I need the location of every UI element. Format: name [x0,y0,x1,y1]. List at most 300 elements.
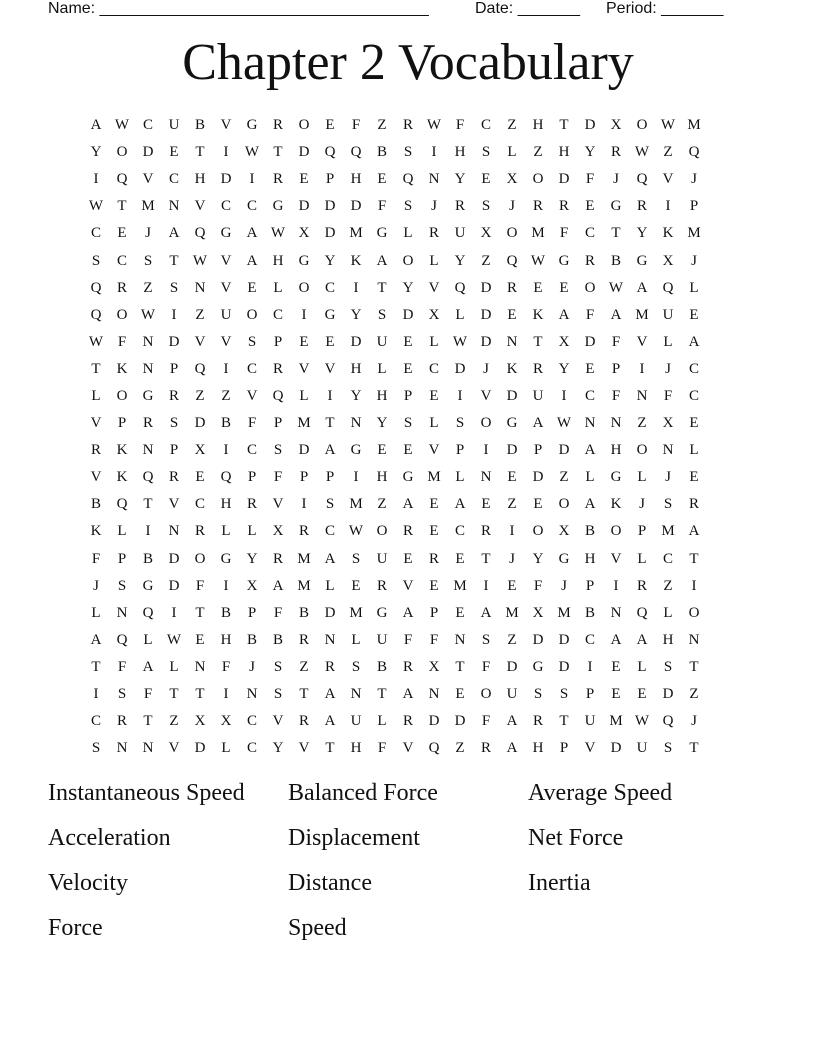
grid-letter: O [246,306,258,323]
grid-letter: R [454,198,465,215]
grid-letter: B [584,604,595,621]
grid-letter: A [688,333,700,350]
grid-letter: D [324,604,336,621]
grid-letter: O [376,523,388,540]
grid-letter: R [402,117,413,134]
grid-letter: L [247,523,257,540]
grid-letter: H [350,740,362,757]
grid-letter: P [403,387,413,404]
grid-letter: V [662,171,674,188]
grid-letter: D [662,686,674,703]
grid-letter: R [272,360,283,377]
grid-letter: R [402,658,413,675]
grid-letter: V [142,171,154,188]
grid-letter: R [480,740,491,757]
grid-letter: Y [246,550,258,567]
grid-letter: X [428,306,440,323]
grid-letter: C [584,387,595,404]
grid-letter: B [194,117,205,134]
grid-letter: I [223,577,229,594]
grid-letter: T [143,713,153,730]
date-field-label: Date: _______ [475,0,580,17]
grid-letter: Z [637,415,647,432]
grid-letter: S [481,631,491,648]
grid-letter: S [117,686,127,703]
grid-letter: B [90,496,101,513]
grid-letter: T [143,496,153,513]
grid-letter: Y [272,740,284,757]
grid-letter: X [220,713,232,730]
grid-letter: D [480,279,492,296]
grid-row [83,220,733,247]
grid-row [83,410,733,437]
grid-letter: J [145,225,151,242]
grid-letter: E [455,550,465,567]
grid-letter: L [455,306,465,323]
grid-row [83,275,733,302]
grid-letter: X [662,415,674,432]
grid-letter: P [169,442,179,459]
grid-letter: X [428,658,440,675]
grid-letter: R [402,523,413,540]
grid-letter: P [585,577,595,594]
grid-letter: V [610,550,622,567]
grid-letter: D [168,333,180,350]
grid-letter: D [454,713,466,730]
grid-letter: B [376,144,387,161]
grid-letter: N [454,631,466,648]
grid-letter: N [350,686,362,703]
grid-letter: Y [350,306,362,323]
grid-letter: L [585,469,595,486]
grid-letter: G [610,469,622,486]
grid-letter: Q [116,496,128,513]
grid-letter: X [662,252,674,269]
grid-letter: E [611,686,621,703]
grid-letter: L [637,550,647,567]
grid-letter: Z [221,387,231,404]
grid-letter: E [455,604,465,621]
grid-letter: O [480,415,492,432]
grid-letter: P [273,333,283,350]
grid-letter: T [91,360,101,377]
grid-letter: G [506,415,518,432]
grid-letter: E [351,577,361,594]
grid-letter: S [91,252,101,269]
name-field-label: Name: _____________________________________ [48,0,429,17]
grid-row [83,193,733,220]
grid-letter: Q [506,252,518,269]
grid-letter: E [325,117,335,134]
grid-letter: H [350,171,362,188]
grid-letter: H [272,252,284,269]
grid-letter: I [353,279,359,296]
grid-letter: D [142,144,154,161]
grid-letter: R [298,713,309,730]
grid-letter: I [145,523,151,540]
grid-letter: P [429,604,439,621]
grid-letter: U [350,713,362,730]
grid-letter: Z [299,658,309,675]
word-search-grid [83,112,733,762]
grid-letter: J [249,658,255,675]
grid-letter: H [220,496,232,513]
grid-letter: V [168,740,180,757]
grid-letter: L [377,713,387,730]
grid-letter: B [246,631,257,648]
grid-letter: V [428,442,440,459]
grid-letter: C [428,360,439,377]
grid-letter: E [585,198,595,215]
grid-letter: F [247,415,257,432]
grid-letter: X [194,442,206,459]
grid-letter: C [688,387,699,404]
grid-letter: U [168,117,180,134]
grid-letter: Y [558,360,570,377]
grid-letter: U [662,306,674,323]
grid-letter: O [298,279,310,296]
grid-letter: E [429,523,439,540]
grid-letter: P [585,686,595,703]
grid-letter: N [246,686,258,703]
grid-letter: M [349,496,363,513]
grid-letter: C [142,117,153,134]
grid-letter: Z [455,740,465,757]
grid-letter: D [506,442,518,459]
grid-letter: D [324,225,336,242]
grid-letter: B [272,631,283,648]
grid-letter: E [507,577,517,594]
grid-letter: A [90,631,102,648]
grid-letter: E [429,577,439,594]
grid-row [83,247,733,274]
grid-letter: Z [195,387,205,404]
grid-letter: N [506,333,518,350]
grid-letter: I [639,360,645,377]
grid-letter: N [428,686,440,703]
grid-letter: R [532,360,543,377]
grid-letter: J [93,577,99,594]
grid-letter: K [350,252,362,269]
grid-letter: T [377,279,387,296]
grid-letter: C [220,198,231,215]
grid-letter: F [273,604,283,621]
grid-letter: F [273,469,283,486]
grid-letter: C [246,713,257,730]
grid-letter: E [689,415,699,432]
grid-letter: U [220,306,232,323]
grid-letter: E [403,442,413,459]
grid-letter: J [431,198,437,215]
grid-letter: U [532,387,544,404]
grid-letter: H [532,740,544,757]
grid-letter: R [636,577,647,594]
grid-letter: S [663,740,673,757]
page-title: Chapter 2 Vocabulary [182,34,634,91]
grid-letter: F [143,686,153,703]
grid-letter: S [403,415,413,432]
grid-letter: J [509,550,515,567]
grid-letter: A [558,306,570,323]
grid-letter: L [351,631,361,648]
grid-letter: X [246,577,258,594]
grid-letter: O [402,252,414,269]
grid-letter: P [689,198,699,215]
grid-letter: S [663,496,673,513]
grid-letter: P [117,550,127,567]
grid-letter: R [636,198,647,215]
grid-letter: H [610,442,622,459]
grid-letter: D [428,713,440,730]
grid-letter: D [194,415,206,432]
grid-letter: S [351,550,361,567]
grid-letter: C [168,171,179,188]
grid-letter: W [556,415,572,432]
grid-letter: A [90,117,102,134]
grid-letter: A [168,225,180,242]
grid-letter: A [610,306,622,323]
grid-letter: P [611,360,621,377]
grid-letter: H [584,550,596,567]
grid-letter: S [403,144,413,161]
grid-letter: E [689,306,699,323]
grid-letter: B [220,604,231,621]
grid-letter: F [611,387,621,404]
grid-letter: V [194,198,206,215]
grid-letter: K [116,469,128,486]
grid-letter: F [117,658,127,675]
grid-letter: K [116,442,128,459]
grid-letter: V [402,740,414,757]
grid-letter: C [584,225,595,242]
grid-letter: T [195,144,205,161]
grid-letter: H [376,469,388,486]
word-bank-item: Net Force [528,825,624,851]
grid-letter: D [506,387,518,404]
grid-letter: N [142,740,154,757]
grid-letter: R [558,198,569,215]
grid-letter: F [559,225,569,242]
grid-letter: S [169,279,179,296]
grid-letter: C [688,360,699,377]
grid-letter: I [483,577,489,594]
grid-letter: D [220,171,232,188]
grid-letter: T [377,686,387,703]
grid-letter: E [117,225,127,242]
grid-letter: Y [454,171,466,188]
grid-letter: N [142,333,154,350]
word-bank-item: Balanced Force [288,780,438,806]
grid-letter: R [168,387,179,404]
grid-letter: W [88,198,104,215]
grid-letter: D [194,740,206,757]
grid-letter: N [480,469,492,486]
word-bank-item: Acceleration [48,825,171,851]
grid-letter: L [689,279,699,296]
grid-letter: E [429,387,439,404]
grid-letter: R [246,496,257,513]
grid-letter: O [636,442,648,459]
grid-letter: D [454,360,466,377]
grid-letter: V [246,387,258,404]
grid-letter: Y [532,550,544,567]
grid-letter: X [272,523,284,540]
grid-letter: N [584,415,596,432]
grid-letter: X [558,333,570,350]
grid-letter: P [169,360,179,377]
grid-letter: Q [350,144,362,161]
grid-letter: Q [90,279,102,296]
grid-letter: U [584,713,596,730]
grid-letter: T [689,550,699,567]
grid-letter: I [301,496,307,513]
grid-letter: J [639,496,645,513]
grid-letter: H [454,144,466,161]
grid-letter: I [561,387,567,404]
grid-letter: S [273,442,283,459]
grid-letter: I [665,198,671,215]
period-field-label: Period: _______ [606,0,724,17]
grid-letter: J [691,252,697,269]
grid-letter: J [665,469,671,486]
word-bank-item: Instantaneous Speed [48,780,245,806]
grid-letter: U [376,550,388,567]
grid-letter: X [298,225,310,242]
grid-letter: L [221,523,231,540]
grid-letter: W [348,523,364,540]
grid-letter: I [223,144,229,161]
grid-letter: I [223,360,229,377]
grid-letter: I [171,306,177,323]
grid-letter: F [611,333,621,350]
grid-letter: L [299,387,309,404]
grid-letter: M [687,117,701,134]
grid-letter: W [166,631,182,648]
grid-letter: D [532,469,544,486]
grid-letter: M [141,198,155,215]
word-bank-item: Speed [288,915,347,941]
grid-letter: X [558,523,570,540]
grid-letter: G [272,198,284,215]
grid-letter: T [481,550,491,567]
grid-letter: C [454,523,465,540]
grid-letter: L [429,415,439,432]
grid-letter: N [142,442,154,459]
grid-letter: O [636,117,648,134]
grid-letter: B [376,658,387,675]
grid-letter: V [220,252,232,269]
grid-letter: D [558,658,570,675]
grid-letter: U [376,631,388,648]
grid-letter: W [270,225,286,242]
grid-letter: X [506,171,518,188]
grid-letter: N [116,740,128,757]
grid-letter: S [117,577,127,594]
grid-letter: D [402,306,414,323]
grid-letter: D [298,442,310,459]
grid-letter: E [507,306,517,323]
grid-letter: G [558,550,570,567]
grid-letter: H [376,387,388,404]
grid-letter: L [403,225,413,242]
grid-letter: W [608,279,624,296]
grid-letter: C [584,631,595,648]
grid-letter: D [168,577,180,594]
grid-letter: H [220,631,232,648]
grid-letter: G [532,658,544,675]
word-bank-item: Average Speed [528,780,673,806]
grid-letter: Y [636,225,648,242]
grid-letter: C [194,496,205,513]
grid-letter: R [402,713,413,730]
grid-letter: N [194,279,206,296]
grid-letter: R [532,198,543,215]
grid-letter: F [533,577,543,594]
grid-letter: O [194,550,206,567]
grid-letter: M [349,604,363,621]
grid-row [83,735,733,762]
grid-letter: Y [584,144,596,161]
grid-letter: P [117,415,127,432]
word-bank-item: Force [48,915,103,941]
grid-letter: P [299,469,309,486]
grid-letter: F [481,713,491,730]
word-bank-item: Inertia [528,870,591,896]
grid-letter: A [402,496,414,513]
grid-letter: O [116,144,128,161]
grid-letter: J [483,360,489,377]
grid-letter: G [610,198,622,215]
grid-letter: Q [636,171,648,188]
grid-letter: S [273,686,283,703]
grid-row [83,356,733,383]
grid-letter: Q [636,604,648,621]
grid-letter: K [610,496,622,513]
grid-letter: I [327,387,333,404]
grid-letter: N [324,631,336,648]
grid-letter: A [480,604,492,621]
grid-letter: E [611,658,621,675]
grid-letter: H [532,117,544,134]
grid-letter: S [481,198,491,215]
grid-letter: W [244,144,260,161]
grid-letter: R [142,415,153,432]
grid-letter: K [662,225,674,242]
grid-letter: D [168,550,180,567]
word-bank [48,776,768,945]
grid-letter: A [324,686,336,703]
grid-letter: I [223,686,229,703]
grid-letter: V [220,333,232,350]
grid-letter: Z [143,279,153,296]
grid-letter: M [427,469,441,486]
grid-letter: Z [195,306,205,323]
grid-letter: Q [116,171,128,188]
grid-letter: Z [169,713,179,730]
grid-letter: C [246,442,257,459]
grid-letter: A [324,550,336,567]
grid-letter: S [325,496,335,513]
grid-letter: M [609,713,623,730]
grid-letter: E [403,360,413,377]
grid-letter: T [533,333,543,350]
grid-letter: Z [663,577,673,594]
grid-letter: L [273,279,283,296]
grid-letter: L [91,387,101,404]
grid-letter: J [613,171,619,188]
grid-letter: T [117,198,127,215]
grid-letter: K [532,306,544,323]
